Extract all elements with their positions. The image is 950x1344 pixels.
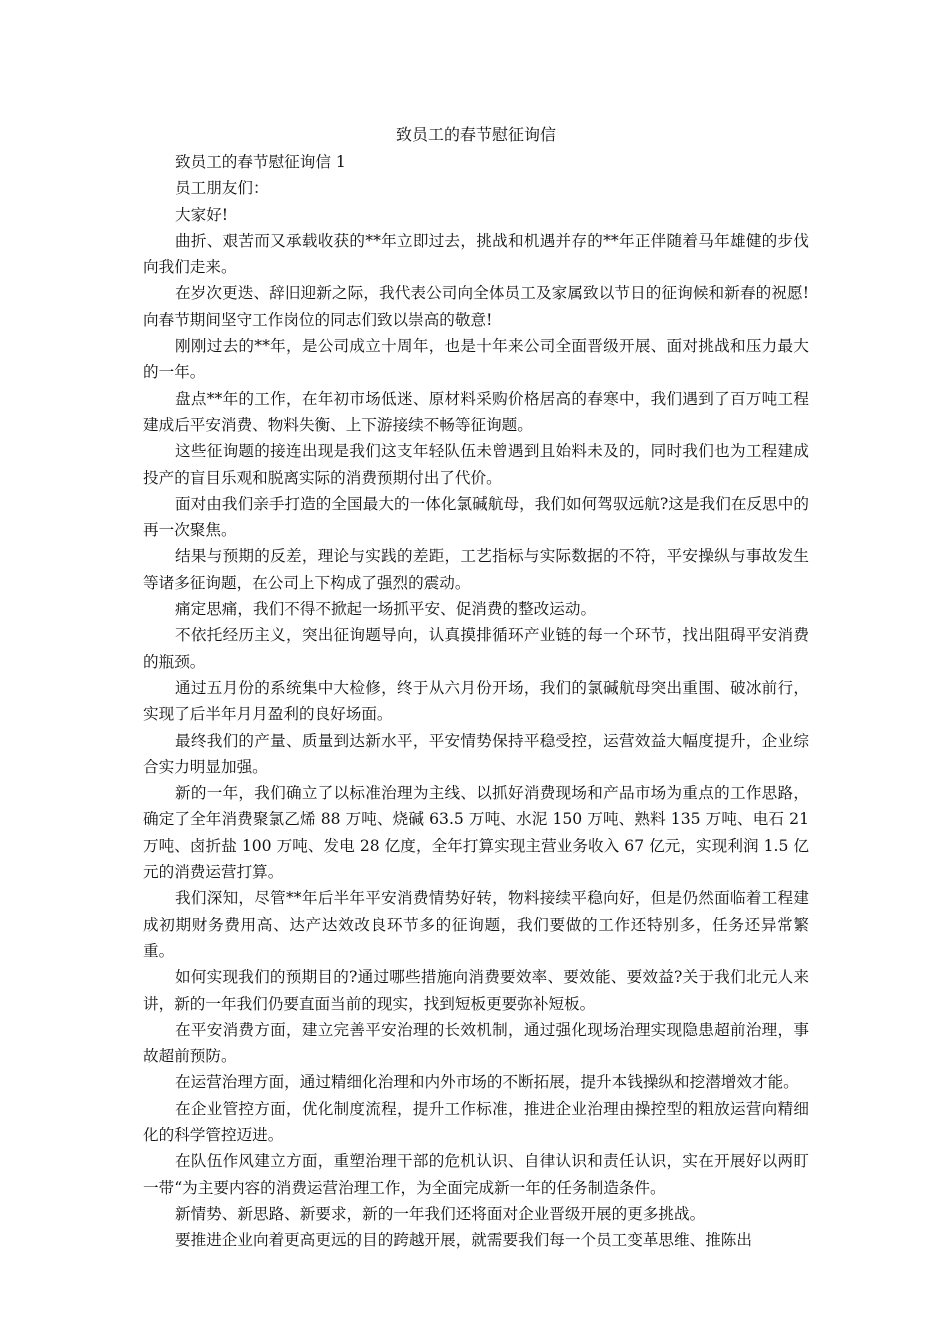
document-title: 致员工的春节慰征询信 xyxy=(395,125,556,144)
paragraph-7: 盘点**年的工作，在年初市场低迷、原材料采购价格居高的春寒中，我们遇到了百万吨工程建成后平安消费、物料失衡、上下游接续不畅等征询题。 xyxy=(143,389,809,434)
paragraph-6: 刚刚过去的**年，是公司成立十周年，也是十年来公司全面晋级开展、面对挑战和压力最大的一年。 xyxy=(143,337,809,382)
paragraph-9: 面对由我们亲手打造的全国最大的一体化氯碱航母，我们如何驾驭远航?这是我们在反思中的再一次聚焦。 xyxy=(143,494,809,540)
paragraph-3: 大家好! xyxy=(175,205,229,224)
paragraph-21: 在队伍作风建立方面，重塑治理干部的危机认识、自律认识和责任认识，实在开展好以两盯一带“为主要内容的消费运营治理工作，为全面完成新一年的任务制造条件。 xyxy=(143,1152,809,1197)
paragraph-12: 不依托经历主义，突出征询题导向，认真摸排循环产业链的每一个环节，找出阻碍平安消费的瓶颈。 xyxy=(143,626,809,671)
paragraph-2: 员工朋友们： xyxy=(175,179,269,198)
document-page xyxy=(143,122,809,1253)
paragraph-11: 痛定思痛，我们不得不掀起一场抓平安、促消费的整改运动。 xyxy=(175,600,597,619)
paragraph-1: 致员工的春节慰征询信 1 xyxy=(175,153,346,171)
paragraph-10: 结果与预期的反差，理论与实践的差距，工艺指标与实际数据的不符，平安操纵与事故发生等诸多征询题，在公司上下构成了强烈的震动。 xyxy=(143,547,809,592)
paragraph-22: 新情势、新思路、新要求，新的一年我们还将面对企业晋级开展的更多挑战。 xyxy=(175,1204,706,1223)
paragraph-15: 新的一年，我们确立了以标准治理为主线、以抓好消费现场和产品市场为重点的工作思路，确定了全年消费聚氯乙烯 88 万吨、烧碱 63.5 万吨、水泥 150 万吨、熟料 135 万吨、电石 21 万吨、卤折盐 100 万吨、发电 28 亿度，全年打算实现主营业务收入 67 亿元，实现利润 1.5 亿元的消费运营打算。 xyxy=(143,784,809,882)
paragraph-18: 在平安消费方面，建立完善平安治理的长效机制，通过强化现场治理实现隐患超前治理，事故超前预防。 xyxy=(143,1020,809,1066)
paragraph-4: 曲折、艰苦而又承载收获的**年立即过去，挑战和机遇并存的**年正伴随着马年雄健的步伐向我们走来。 xyxy=(143,231,809,277)
paragraph-14: 最终我们的产量、质量到达新水平，平安情势保持平稳受控，运营效益大幅度提升，企业综合实力明显加强。 xyxy=(143,731,809,776)
paragraph-5: 在岁次更迭、辞旧迎新之际，我代表公司向全体员工及家属致以节日的征询候和新春的祝愿!向春节期间坚守工作岗位的同志们致以崇高的敬意! xyxy=(143,284,809,329)
paragraph-19: 在运营治理方面，通过精细化治理和内外市场的不断拓展，提升本钱操纵和挖潜增效才能。 xyxy=(175,1073,799,1092)
paragraph-20: 在企业管控方面，优化制度流程，提升工作标准，推进企业治理由操控型的粗放运营向精细化的科学管控迈进。 xyxy=(143,1099,809,1144)
paragraph-17: 如何实现我们的预期目的?通过哪些措施向消费要效率、要效能、要效益?关于我们北元人来讲，新的一年我们仍要直面当前的现实，找到短板更要弥补短板。 xyxy=(143,968,809,1013)
paragraph-13: 通过五月份的系统集中大检修，终于从六月份开场，我们的氯碱航母突出重围、破冰前行，实现了后半年月月盈利的良好场面。 xyxy=(143,678,809,724)
paragraph-8: 这些征询题的接连出现是我们这支年轻队伍未曾遇到且始料未及的，同时我们也为工程建成投产的盲目乐观和脱离实际的消费预期付出了代价。 xyxy=(143,442,809,487)
paragraph-16: 我们深知，尽管**年后半年平安消费情势好转，物料接续平稳向好，但是仍然面临着工程建成初期财务费用高、达产达效改良环节多的征询题，我们要做的工作还特别多，任务还异常繁重。 xyxy=(143,889,809,960)
paragraph-23: 要推进企业向着更高更远的目的跨越开展，就需要我们每一个员工变革思维、推陈出 xyxy=(175,1231,752,1250)
